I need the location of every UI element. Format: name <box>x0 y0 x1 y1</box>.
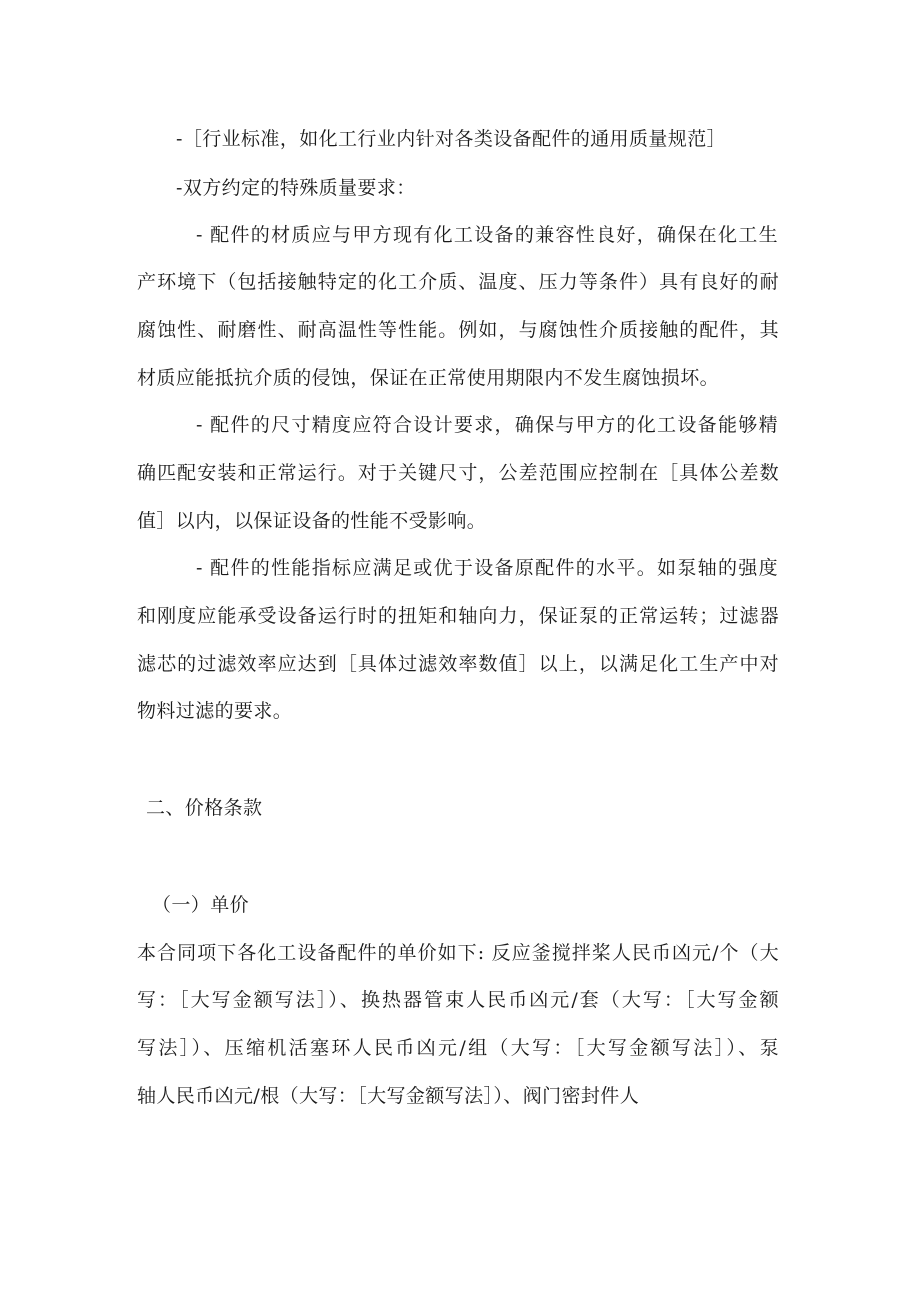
unit-price-line-1: 本合同项下各化工设备配件的单价如下: 反应釜搅拌桨人民币凶元/个（大 <box>137 942 779 964</box>
unit-price-line-3: 写法］）、压缩机活塞环人民币凶元/组（大写：［大写金额写法］）、泵 <box>137 1037 779 1059</box>
dimension-requirement-line-2: 确匹配安装和正常运行。对于关键尺寸，公差范围应控制在［具体公差数 <box>137 462 779 484</box>
quality-standard-industry: -［行业标准，如化工行业内针对各类设备配件的通用质量规范］ <box>176 128 727 150</box>
performance-requirement-line-2: 和刚度应能承受设备运行时的扭矩和轴向力，保证泵的正常运转；过滤器 <box>137 605 779 627</box>
dimension-requirement-line-3: 值］以内，以保证设备的性能不受影响。 <box>137 510 487 532</box>
section-heading-price-terms: 二、价格条款 <box>146 797 263 819</box>
material-requirement-line-2: 产环境下（包括接触特定的化工介质、温度、压力等条件）具有良好的耐 <box>137 271 779 293</box>
unit-price-line-4: 轴人民币凶元/根（大写：［大写金额写法］）、阀门密封件人 <box>137 1085 640 1107</box>
material-requirement-line-4: 材质应能抵抗介质的侵蚀，保证在正常使用期限内不发生腐蚀损坏。 <box>137 367 720 389</box>
performance-requirement-line-1: - 配件的性能指标应满足或优于设备原配件的水平。如泵轴的强度 <box>196 557 778 579</box>
quality-special-requirements-heading: -双方约定的特殊质量要求： <box>176 177 416 199</box>
dimension-requirement-line-1: - 配件的尺寸精度应符合设计要求，确保与甲方的化工设备能够精 <box>196 414 778 436</box>
material-requirement-line-3: 腐蚀性、耐磨性、耐高温性等性能。例如，与腐蚀性介质接触的配件，其 <box>137 319 779 341</box>
subsection-heading-unit-price: （一）单价 <box>152 894 250 916</box>
unit-price-line-2: 写：［大写金额写法］）、换热器管束人民币凶元/套（大写：［大写金额 <box>137 989 779 1011</box>
performance-requirement-line-4: 物料过滤的要求。 <box>137 700 293 722</box>
material-requirement-line-1: - 配件的材质应与甲方现有化工设备的兼容性良好，确保在化工生 <box>196 224 778 246</box>
performance-requirement-line-3: 滤芯的过滤效率应达到［具体过滤效率数值］以上，以满足化工生产中对 <box>137 653 779 675</box>
